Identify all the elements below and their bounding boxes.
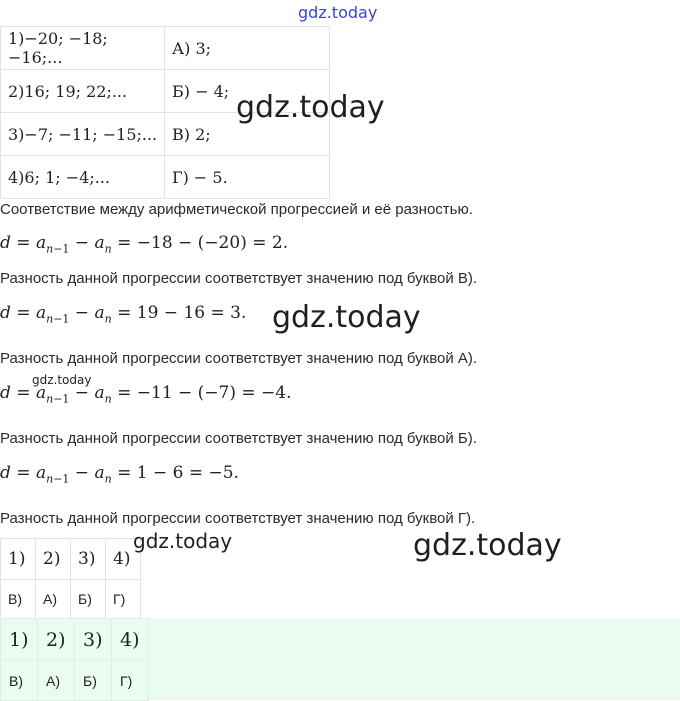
difference-cell: А) 3; bbox=[165, 27, 330, 70]
table-row bbox=[1, 580, 141, 619]
formula-value: = −18 − (−20) = 2. bbox=[117, 233, 289, 253]
difference-cell: В) 2; bbox=[165, 113, 330, 156]
progression-cell: 3)−7; −11; −15;... bbox=[1, 113, 165, 156]
answer-letter: В) bbox=[1, 580, 36, 619]
table-row bbox=[1, 156, 330, 199]
answer-letter: В) bbox=[1, 661, 38, 701]
progression-cell: 4)6; 1; −4;... bbox=[1, 156, 165, 199]
table-row bbox=[1, 661, 149, 701]
formula-line-4: $d = a_{n-1} - a_n = 1 - 6 = -5$. bbox=[0, 463, 239, 486]
table-row bbox=[1, 27, 330, 70]
answer-letter: Б) bbox=[71, 580, 106, 619]
answer-table bbox=[0, 538, 141, 619]
conclusion-line-2: Разность данной прогрессии соответствует значению под буквой А). bbox=[0, 350, 478, 367]
formula-line-3: $d = a_{n-1} - a_n = -11 - (-7) = -4$. bbox=[0, 383, 292, 406]
final-answer-panel bbox=[0, 618, 680, 700]
solution-heading: Соответствие между арифметической прогрессией и её разностью. bbox=[0, 201, 473, 218]
progression-cell: 2)16; 19; 22;... bbox=[1, 70, 165, 113]
answer-number: 1) bbox=[1, 619, 38, 661]
formula-value: = −11 − (−7) = −4. bbox=[117, 383, 292, 403]
watermark: gdz.today bbox=[133, 529, 233, 553]
answer-number: 3) bbox=[71, 539, 106, 580]
conclusion-line-3: Разность данной прогрессии соответствует значению под буквой Б). bbox=[0, 430, 477, 447]
small-watermark: gdz.today bbox=[32, 373, 92, 387]
answer-number: 1) bbox=[1, 539, 36, 580]
watermark: gdz.today bbox=[413, 528, 562, 563]
answer-number: 3) bbox=[75, 619, 112, 661]
progression-cell: 1)−20; −18; −16;... bbox=[1, 27, 165, 70]
answer-letter: А) bbox=[36, 580, 71, 619]
formula-value: = 1 − 6 = −5. bbox=[117, 463, 239, 483]
conclusion-line-4: Разность данной прогрессии соответствует значению под буквой Г). bbox=[0, 510, 476, 527]
difference-cell: Г) − 5. bbox=[165, 156, 330, 199]
formula-value: = 19 − 16 = 3. bbox=[117, 303, 247, 323]
top-watermark: gdz.today bbox=[298, 3, 378, 22]
formula-line-1: $d = a_{n-1} - a_n = -18 - (-20) = 2$. bbox=[0, 233, 289, 256]
formula-line-2: $d = a_{n-1} - a_n = 19 - 16 = 3$. bbox=[0, 303, 247, 326]
answer-number: 2) bbox=[36, 539, 71, 580]
difference-cell: Б) − 4; bbox=[165, 70, 330, 113]
answer-letter: Г) bbox=[112, 661, 149, 701]
answer-number: 2) bbox=[38, 619, 75, 661]
answer-letter: Г) bbox=[106, 580, 141, 619]
table-row bbox=[1, 619, 149, 661]
answer-number: 4) bbox=[112, 619, 149, 661]
answer-letter: Б) bbox=[75, 661, 112, 701]
answer-number: 4) bbox=[106, 539, 141, 580]
conclusion-line-1: Разность данной прогрессии соответствует значению под буквой В). bbox=[0, 270, 478, 287]
watermark: gdz.today bbox=[236, 90, 385, 125]
watermark: gdz.today bbox=[272, 300, 421, 335]
table-row bbox=[1, 539, 141, 580]
answer-letter: А) bbox=[38, 661, 75, 701]
final-answer-table bbox=[0, 618, 149, 701]
